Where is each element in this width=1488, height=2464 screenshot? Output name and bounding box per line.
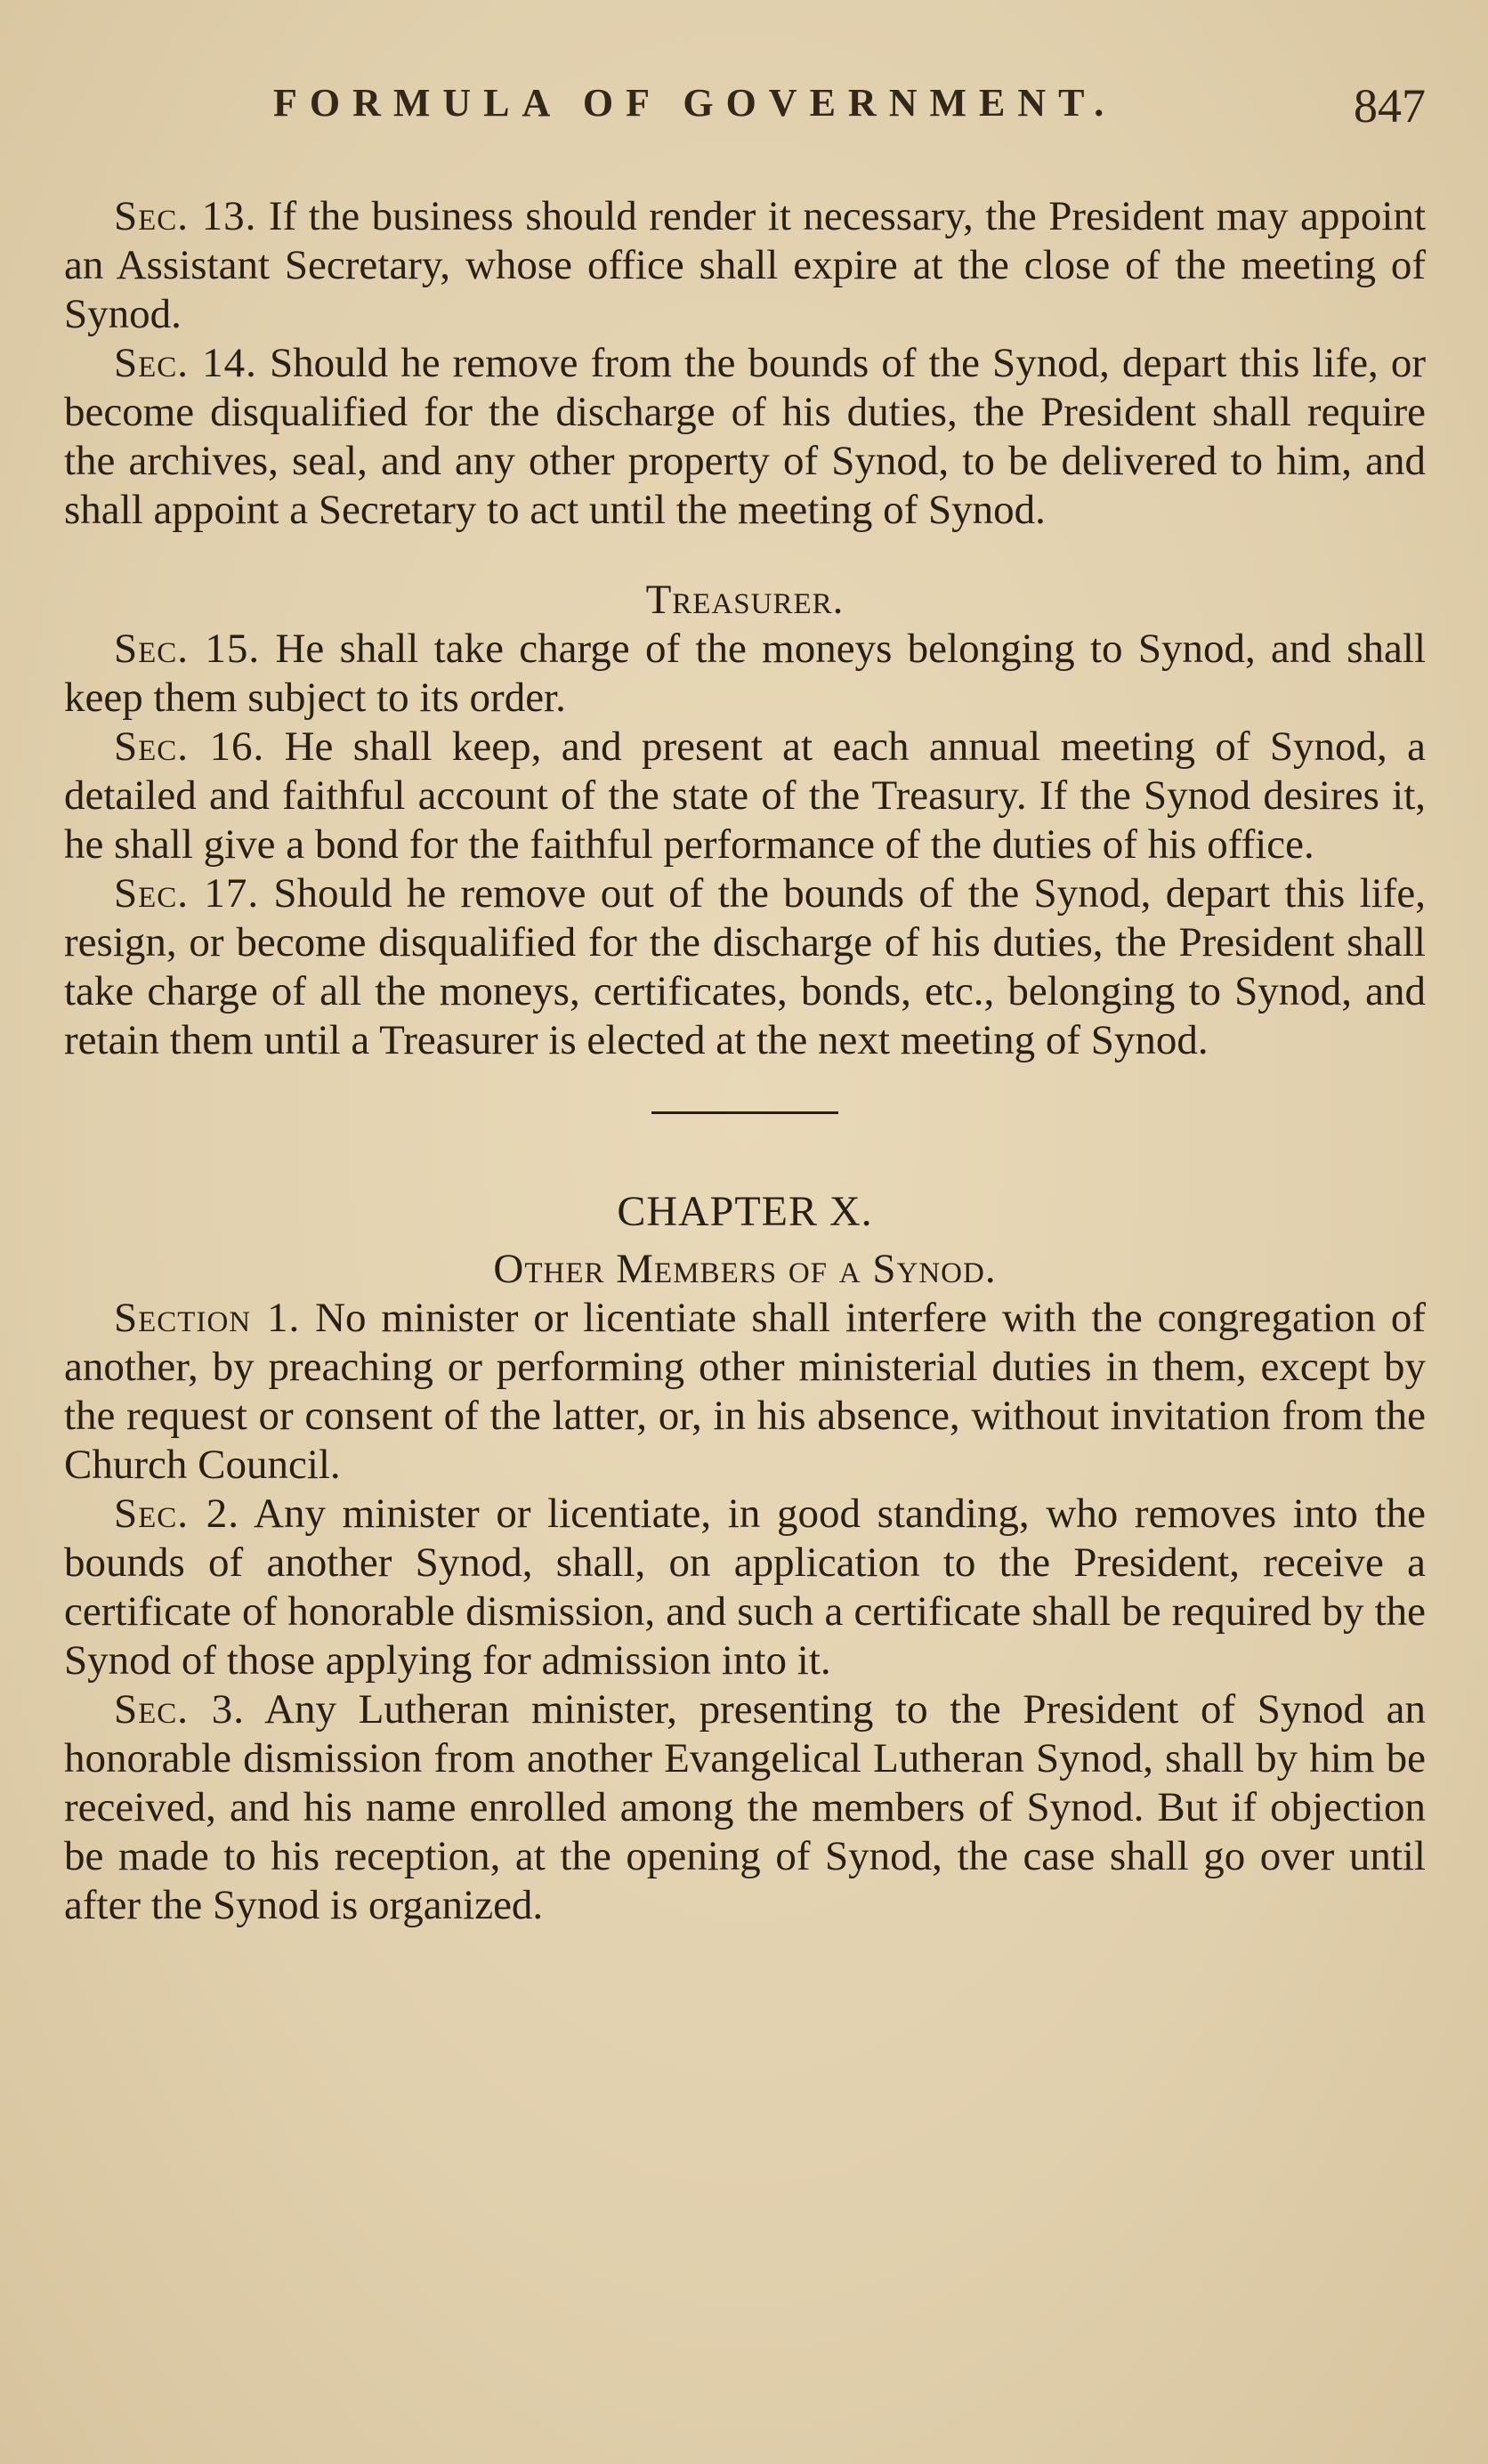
page-number: 847 <box>1354 79 1426 133</box>
section-label: Sec. 15. <box>114 626 261 672</box>
running-title: FORMULA OF GOVERNMENT. <box>273 81 1117 125</box>
paragraph-sec-3 <box>64 1685 1426 1930</box>
chapter-title: CHAPTER X. <box>617 1188 873 1235</box>
paragraph-text: He shall take charge of the moneys belonging to Synod, and shall keep them subject to its order. <box>64 626 1426 721</box>
section-label: Sec. 14. <box>114 340 257 386</box>
spacer <box>64 1236 1426 1245</box>
paragraph-text: No minister or licentiate shall interfere with the congregation of another, by preaching or performing other ministerial duties in them, except by the request or consent of the latter, or, in his absence, without invitation from the Church Council. <box>64 1295 1426 1488</box>
section-label: Sec. 3. <box>114 1686 245 1733</box>
paragraph-sec-14 <box>64 339 1426 535</box>
paragraph-sec-2 <box>64 1490 1426 1685</box>
section-label: Sec. 2. <box>114 1491 239 1537</box>
paragraph-section-1 <box>64 1294 1426 1490</box>
paragraph-text: Any Lutheran minister, presenting to the President of Synod an honorable dismission from another Evangelical Lutheran Synod, shall by him be received, and his name enrolled among the members of Synod. But if objection be made to his reception, at the opening of Synod, the case shall go over until after the Synod is organized. <box>64 1686 1426 1928</box>
section-label: Sec. 16. <box>114 723 265 770</box>
paragraph-text: If the business should render it necessary, the President may appoint an Assistant Secretary, whose office shall expire at the close of the meeting of Synod. <box>64 193 1427 337</box>
spacer <box>64 1114 1426 1160</box>
paragraph-text: Should he remove out of the bounds of the Synod, depart this life, resign, or become disqualified for the discharge of his duties, the President shall take charge of all the moneys, certificates, bonds, etc., belonging to Synod, and retain them until a Treasurer is elected at the next meeting of Synod. <box>64 870 1426 1063</box>
spacer <box>64 1160 1426 1187</box>
paragraph-sec-15 <box>64 625 1426 723</box>
paragraph-sec-16 <box>64 723 1426 869</box>
paragraph-sec-13 <box>64 192 1426 339</box>
chapter-subtitle: Other Members of a Synod. <box>493 1246 997 1292</box>
section-label: Section 1. <box>114 1295 301 1341</box>
page-body <box>64 192 1426 1930</box>
treasurer-heading: Treasurer. <box>645 577 845 623</box>
paragraph-text: Any minister or licentiate, in good standing, who removes into the bounds of another Synod, shall, on application to the President, receive a certificate of honorable dismission, and such a certificate shall be required by the Synod of those applying for admission into it. <box>64 1491 1426 1684</box>
section-label: Sec. 13. <box>114 193 257 239</box>
spacer <box>64 1065 1426 1111</box>
page-header <box>64 78 1426 141</box>
paragraph-text: Should he remove from the bounds of the Synod, depart this life, or become disqualified for the discharge of his duties, the President shall require the archives, seal, and any other property of Synod, to be delivered to him, and shall appoint a Secretary to act until the meeting of Synod. <box>64 340 1427 533</box>
paragraph-sec-17 <box>64 869 1426 1065</box>
spacer <box>64 535 1426 576</box>
section-label: Sec. 17. <box>114 870 260 917</box>
paragraph-text: He shall keep, and present at each annual meeting of Synod, a detailed and faithful account of the state of the Treasury. If the Synod desires it, he shall give a bond for the faithful performance of the duties of his office. <box>64 723 1427 868</box>
